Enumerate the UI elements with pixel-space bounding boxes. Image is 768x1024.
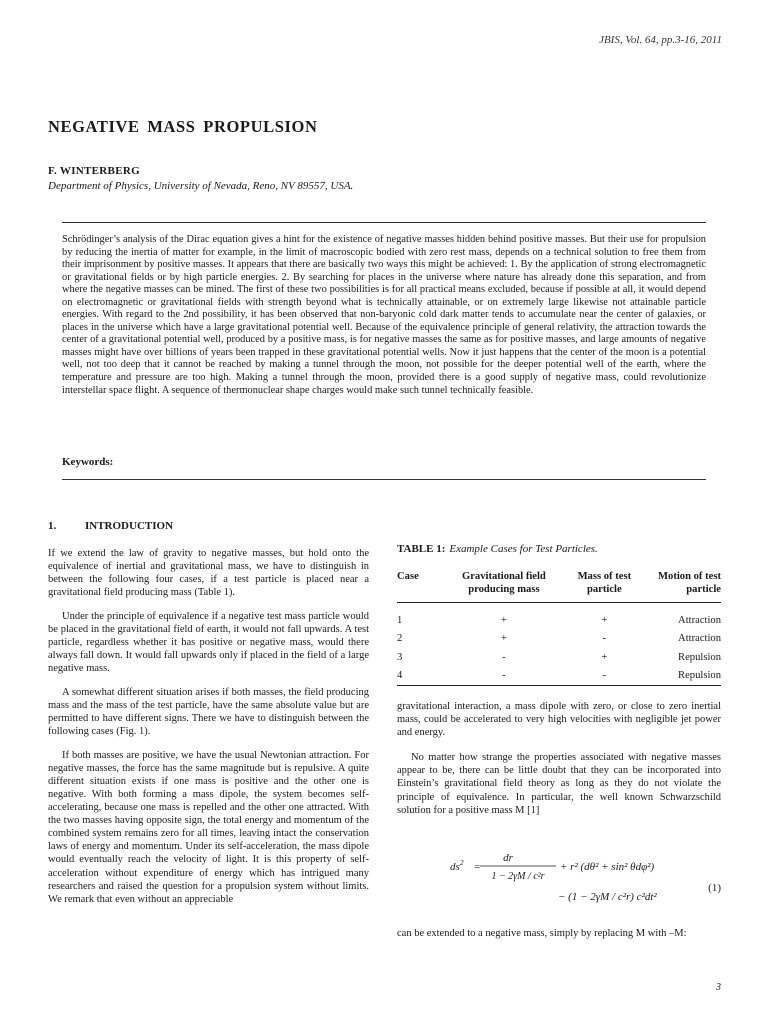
table-cell: + <box>500 614 507 626</box>
table-cell: Attraction <box>678 633 721 645</box>
table-row <box>397 603 721 630</box>
table-cell: - <box>565 667 643 686</box>
table-cell: - <box>442 667 565 686</box>
table-cell: + <box>601 614 608 626</box>
table-cell: + <box>601 651 608 663</box>
keywords-label: Keywords: <box>62 456 114 468</box>
body-paragraph: If both masses are positive, we have the usual Newtonian attraction. For negative masses, the force has the same magnitude but is repulsive. A quite different situation exists if one mass is positive and the other one is negative. With both forming a mass dipole, the system becomes self- accelerating, because one mass is repelled and the other one attracted. With the two masses having opposite sign, the total energy and momentum of the combined system remains zero for all times, leaving intact the conservation laws of energy and momentum. Under its self-acceleration, the mass dipole would eventually reach the velocity of light. It is this property of self-acceleration without expenditure of energy which has intrigued many researchers and raised the question for a propulsion system without limits. We remark that even without an appreciable <box>48 749 369 905</box>
table-cell: - <box>502 651 506 663</box>
table-caption-text: Example Cases for Test Particles. <box>449 543 598 555</box>
table-cell: 1 <box>397 614 403 626</box>
table-header-case: Case <box>397 568 442 603</box>
body-paragraph: Under the principle of equivalence if a negative test mass particle would be placed in the gravitational field of earth, it would not fall upwards. A test particle, regardless whether it has positive or negative mass, would there always fall down. It would fall upwards only if placed in the field of a large negative mass. <box>48 610 369 675</box>
section-number: 1. <box>48 520 57 532</box>
table-cell: Attraction <box>678 614 721 626</box>
section-title: INTRODUCTION <box>85 520 174 532</box>
table-row <box>397 630 721 649</box>
table-row <box>397 667 721 686</box>
table-cell: Repulsion <box>678 651 721 663</box>
equation-equals-sign: = <box>474 861 481 873</box>
table-cell: Repulsion <box>643 667 721 686</box>
abstract-bottom-rule <box>62 479 706 480</box>
table-cell: + <box>500 633 507 645</box>
right-column-upper <box>397 700 721 827</box>
table-cell: 4 <box>397 667 442 686</box>
table-cell: 3 <box>397 651 403 663</box>
author-affiliation: Department of Physics, University of Nevada, Reno, NV 89557, USA. <box>48 180 354 192</box>
equation-angular-term: + r² (dθ² + sin² θdφ²) <box>560 861 655 873</box>
body-paragraph: If we extend the law of gravity to negative masses, but hold onto the equivalence of inertial and gravitational mass, we have to distinguish in between the following four cases, if a test particle is placed near a gravitational field producing mass (Table 1). <box>48 548 369 599</box>
table-row <box>397 648 721 667</box>
left-column <box>48 547 369 916</box>
body-paragraph: gravitational interaction, a mass dipole with zero, or close to zero inertial mass, could be accelerated to very high velocities with negligible jet power and energy. <box>397 701 721 739</box>
equation-number: (1) <box>708 882 721 894</box>
equation-numerator: dr <box>503 852 513 864</box>
table-cell: 2 <box>397 633 403 645</box>
schwarzschild-equation <box>430 848 730 908</box>
right-column-lower <box>397 927 721 951</box>
body-paragraph: can be extended to a negative mass, simply by replacing M with –M: <box>397 928 687 939</box>
equation-lhs: $ds^2$ <box>450 858 464 873</box>
equation-denominator: 1 − 2γM / c²r <box>491 871 545 882</box>
table-header-field-mass: Gravitational field producing mass <box>442 568 565 603</box>
paper-title: NEGATIVE MASS PROPULSION <box>48 117 318 136</box>
journal-reference: JBIS, Vol. 64, pp.3-16, 2011 <box>599 34 722 46</box>
table-caption <box>397 543 598 555</box>
table-header-row <box>397 568 721 603</box>
page-number: 3 <box>716 982 721 993</box>
abstract-top-rule <box>62 222 706 223</box>
section-heading <box>48 520 173 532</box>
author-name: F. WINTERBERG <box>48 165 140 177</box>
table-cell: - <box>602 633 607 645</box>
body-paragraph: No matter how strange the properties associated with negative masses appear to be, there can be little doubt that they can be incorporated into Einstein’s gravitational field theory as long as they do not violate the principle of equivalence. In particular, the well known Schwarzschild solution for a positive mass M [1] <box>397 752 721 816</box>
table-label: TABLE 1: <box>397 543 446 555</box>
table-header-motion: Motion of test particle <box>643 568 721 603</box>
equation-time-term: − (1 − 2γM / c²r) c²dt² <box>558 891 657 903</box>
example-cases-table <box>397 568 721 686</box>
table-header-test-mass: Mass of test particle <box>565 568 643 603</box>
abstract-text: Schrödinger’s analysis of the Dirac equation gives a hint for the existence of negative masses hidden behind positive masses. But their use for propulsion by reducing the inertia of matter for example, in the limit of macroscopic bodied with zero rest mass, depends on a technical solution to free them from their imprisonment by positive masses. It appears that there are basically two ways this might be achieved: 1. By the application of strong electromagnetic or gravitational fields or by high particle energies. 2. By searching for places in the universe where nature has already done this separation, and from where the negative masses can be mined. The first of these two possibilities is for all practical means excluded, because if possible at all, it would depend on electromagnetic or gravitational fields with strength beyond what is technically attainable, or on extremely large likewise not attainable particle energies. With regard to the 2nd possibility, it has been observed that non-baryonic cold dark matter tends to accumulate near the center of galaxies, or places in the universe which have a large gravitational potential well. Because of the equivalence principle of general relativity, the attraction towards the center of a gravitational potential well, produced by a positive mass, is for negative masses the same as for positive masses, and large amounts of negative masses might have over billions of years been trapped in these gravitational potential wells. Now it just happens that the center of the moon is a potential well, not too deep that it cannot be reached by making a tunnel through the moon, not possible for the deeper potential well of the earth, where the temperature and pressure are too high. Making a tunnel through the moon, provided there is a good supply of negative mass, could revolutionize interstellar space flight. A sequence of thermonuclear shape charges would make such tunnel technically feasible. <box>62 234 706 396</box>
body-paragraph: A somewhat different situation arises if both masses, the field producing mass and the mass of the test particle, have the same absolute value but are permitted to have different signs. There we have to distinguish between the following cases (Fig. 1). <box>48 686 369 738</box>
